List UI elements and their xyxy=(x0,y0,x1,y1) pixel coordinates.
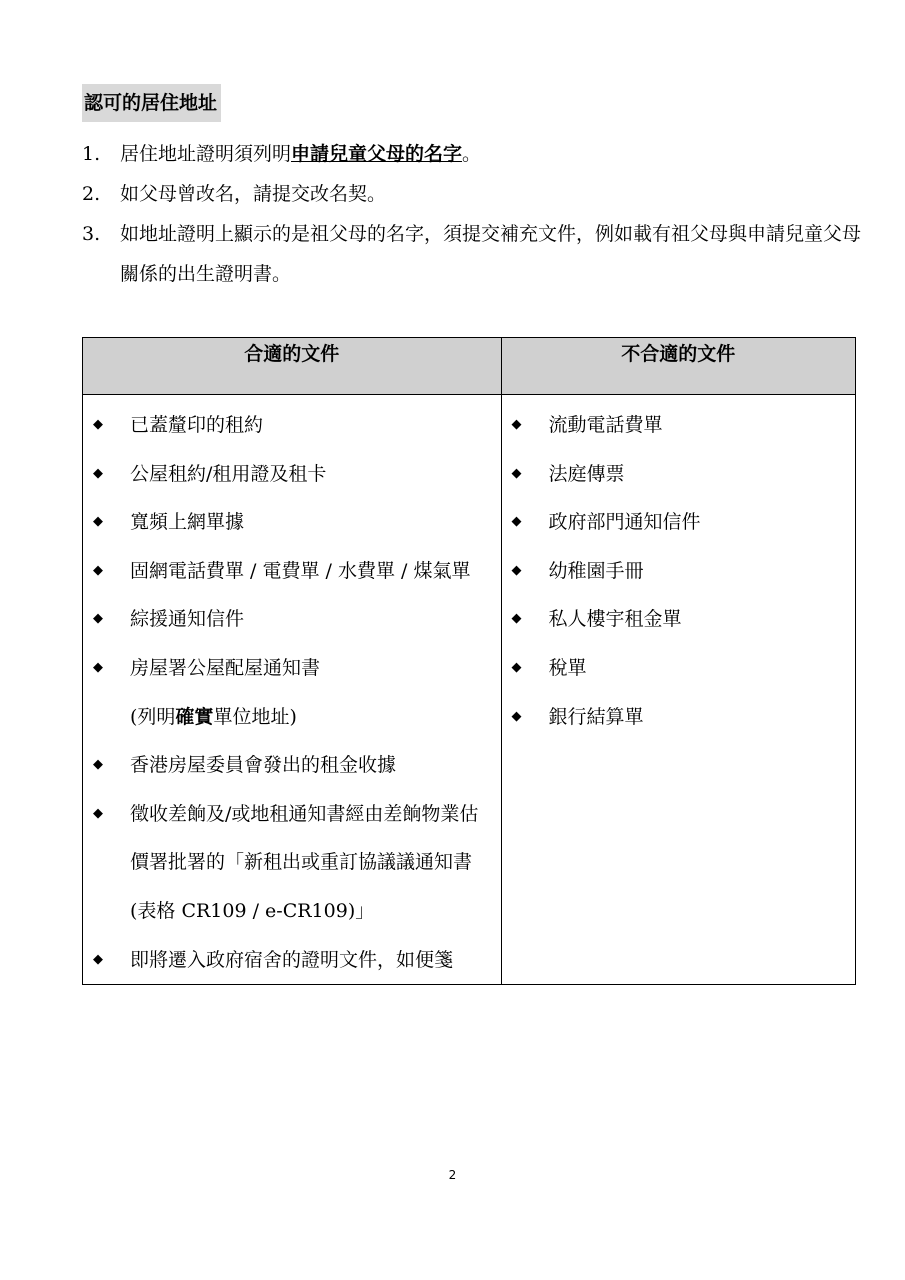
bullet-icon: ◆ xyxy=(93,514,103,530)
item-text: 幼稚園手冊 xyxy=(548,559,644,582)
item-text: 已蓋釐印的租約 xyxy=(130,414,264,436)
item-note-emphasis: 確實 xyxy=(175,705,214,728)
item-text: 綜援通知信件 xyxy=(130,608,245,631)
item-note: (列明 xyxy=(130,705,176,728)
unsuitable-column xyxy=(501,395,856,985)
bullet-icon: ◆ xyxy=(93,757,103,773)
unsuitable-header: 不合適的文件 xyxy=(501,338,856,395)
unsuitable-list xyxy=(502,401,856,741)
list-item xyxy=(502,693,856,742)
rule-text: 居住地址證明須列明 xyxy=(120,143,292,165)
bullet-icon: ◆ xyxy=(511,514,522,530)
item-text: 流動電話費單 xyxy=(548,414,663,436)
list-item xyxy=(83,595,501,644)
list-item xyxy=(83,498,501,547)
item-text: 公屋租約/租用證及租卡 xyxy=(130,462,327,485)
item-text: 政府部門通知信件 xyxy=(548,511,701,534)
rule-number: 1. xyxy=(82,143,101,165)
bullet-icon: ◆ xyxy=(511,611,522,627)
item-text: 即將遷入政府宿舍的證明文件，如便箋 xyxy=(130,948,454,971)
section-heading: 認可的居住地址 xyxy=(82,84,221,122)
rule-item xyxy=(82,134,862,174)
bullet-icon: ◆ xyxy=(511,465,522,481)
rule-text: 如父母曾改名，請提交改名契。 xyxy=(120,183,387,205)
rules-list xyxy=(82,134,862,294)
item-text: 寬頻上網單據 xyxy=(130,511,245,534)
rule-text-end: 。 xyxy=(462,143,482,165)
rule-text: 如地址證明上顯示的是祖父母的名字，須提交補充文件，例如載有祖父母與申請兒童父母關係的出生證明書。 xyxy=(120,223,862,285)
item-text: 固網電話費單 / 電費單 / 水費單 / 煤氣單 xyxy=(130,559,471,582)
bullet-icon: ◆ xyxy=(511,417,522,432)
rule-item xyxy=(82,174,862,214)
bullet-icon: ◆ xyxy=(93,951,103,967)
rule-number: 3. xyxy=(82,223,101,245)
bullet-icon: ◆ xyxy=(93,417,103,432)
rule-emphasis: 申請兒童父母的名字 xyxy=(291,143,463,165)
list-item xyxy=(83,741,501,790)
list-item xyxy=(83,936,501,985)
bullet-icon: ◆ xyxy=(93,611,103,627)
suitable-column xyxy=(83,395,502,985)
item-text: 私人樓宇租金單 xyxy=(548,608,682,631)
list-item xyxy=(83,644,501,741)
bullet-icon: ◆ xyxy=(93,659,103,675)
item-text: 稅單 xyxy=(548,656,587,679)
suitable-header: 合適的文件 xyxy=(83,338,502,395)
list-item xyxy=(83,790,501,936)
list-item xyxy=(502,450,856,499)
list-item xyxy=(83,450,501,499)
bullet-icon: ◆ xyxy=(93,465,103,481)
rule-item xyxy=(82,214,862,294)
list-item xyxy=(502,644,856,693)
documents-table xyxy=(82,337,856,985)
bullet-icon: ◆ xyxy=(511,708,522,724)
item-note-end: 單位地址) xyxy=(213,705,297,728)
page-number: 2 xyxy=(448,1168,457,1182)
rule-number: 2. xyxy=(82,183,101,205)
item-text: 法庭傳票 xyxy=(548,462,625,485)
list-item xyxy=(502,595,856,644)
list-item xyxy=(83,547,501,596)
item-text: 徵收差餉及/或地租通知書經由差餉物業估價署批署的「新租出或重訂協議議通知書(表格 CR109 / e-CR109)」 xyxy=(130,802,479,922)
bullet-icon: ◆ xyxy=(93,562,103,578)
list-item xyxy=(502,401,856,450)
bullet-icon: ◆ xyxy=(511,659,522,675)
bullet-icon: ◆ xyxy=(93,805,103,821)
list-item xyxy=(83,401,501,450)
item-text: 香港房屋委員會發出的租金收據 xyxy=(130,754,397,777)
bullet-icon: ◆ xyxy=(511,562,522,578)
list-item xyxy=(502,498,856,547)
suitable-list xyxy=(83,401,501,984)
item-text: 房屋署公屋配屋通知書 xyxy=(130,656,321,679)
item-text: 銀行結算單 xyxy=(548,705,644,728)
list-item xyxy=(502,547,856,596)
